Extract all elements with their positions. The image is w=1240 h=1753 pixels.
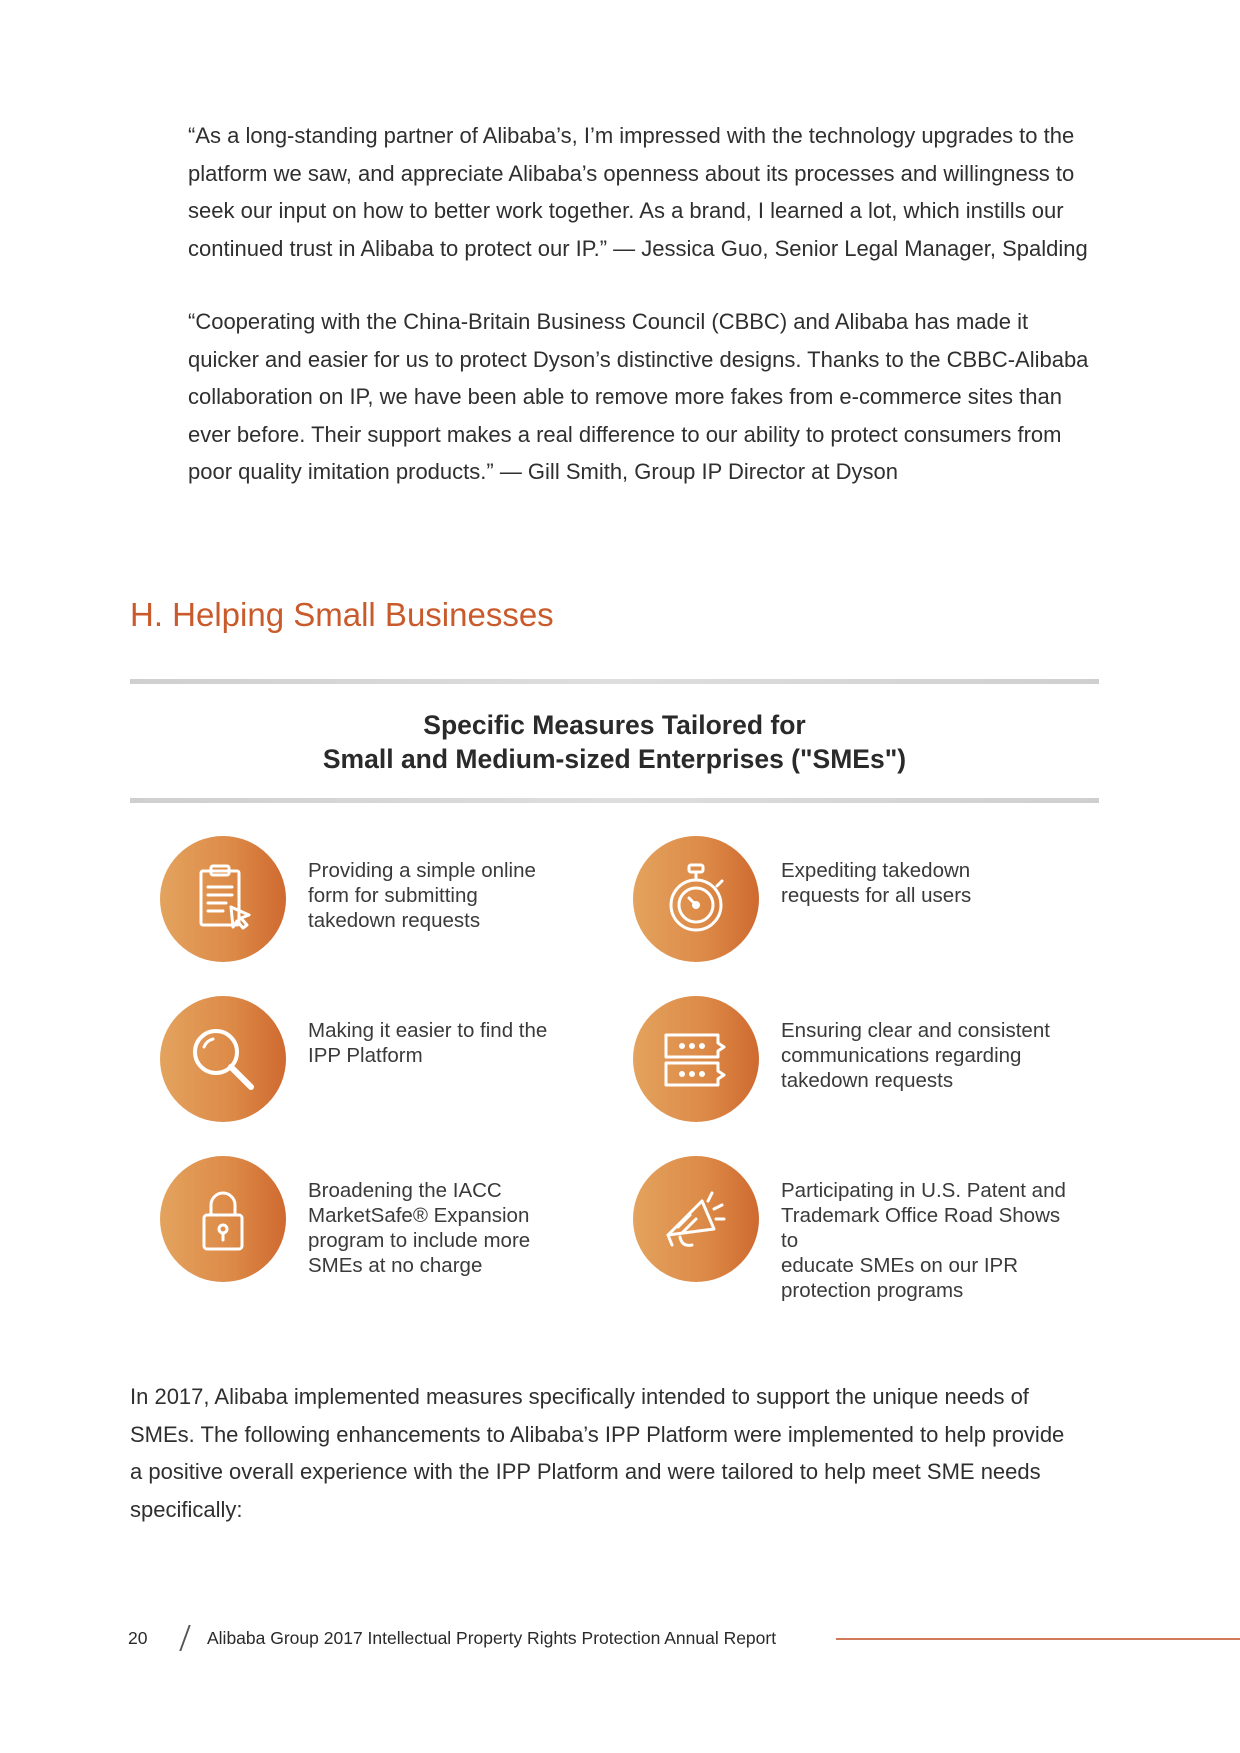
body-paragraph [130, 1378, 1110, 1528]
quote-line: “As a long-standing partner of Alibaba’s, I’m impressed with the technology upgrades to the [188, 123, 1075, 148]
measure-label [781, 858, 1081, 908]
quote-line: platform we saw, and appreciate Alibaba’s openness about its processes and willingness to [188, 160, 1075, 186]
measure-label-line: takedown requests [781, 1069, 954, 1092]
measure-label-line: SMEs at no charge [308, 1254, 483, 1277]
quote-line: quicker and easier for us to protect Dyson’s distinctive designs. Thanks to the CBBC-Alibaba [188, 346, 1089, 372]
body-line: In 2017, Alibaba implemented measures specifically intended to support the unique needs of [130, 1384, 1029, 1409]
measures-box-title [130, 708, 1099, 776]
measure-label-line: Broadening the IACC [308, 1179, 502, 1202]
measure-label-line: Participating in U.S. Patent and [781, 1179, 1066, 1202]
measure-item-marketsafe [160, 1156, 630, 1286]
measure-label-line: form for submitting [308, 884, 478, 907]
report-title: Alibaba Group 2017 Intellectual Property Rights Protection Annual Report [207, 1628, 777, 1648]
body-line: a positive overall experience with the IPP Platform and were tailored to help meet SME needs [130, 1459, 1041, 1484]
measure-item-road-shows [633, 1156, 1103, 1302]
quote-dyson [188, 303, 1118, 491]
measure-label [781, 1178, 1081, 1303]
measure-item-expediting [633, 836, 1103, 966]
messages-icon [633, 996, 759, 1122]
page-number: 20 [128, 1628, 148, 1648]
measure-item-find-platform [160, 996, 630, 1126]
measure-label-line: communications regarding [781, 1044, 1022, 1067]
divider-bottom [130, 798, 1099, 803]
measure-label [308, 1018, 608, 1068]
measure-label-line: Ensuring clear and consistent [781, 1019, 1050, 1042]
form-icon [160, 836, 286, 962]
divider-top [130, 679, 1099, 684]
quote-line: continued trust in Alibaba to protect our IP.” — Jessica Guo, Senior Legal Manager, Spalding [188, 235, 1088, 261]
body-line: SMEs. The following enhancements to Alibaba’s IPP Platform were implemented to help provide [130, 1421, 1065, 1447]
measure-label [781, 1018, 1081, 1093]
measure-label-line: Expediting takedown [781, 859, 971, 882]
measure-label-line: MarketSafe® Expansion [308, 1204, 530, 1227]
measure-item-online-form [160, 836, 630, 966]
footer-separator [179, 1625, 190, 1651]
footer-rule [836, 1638, 1240, 1640]
measure-label [308, 1178, 608, 1278]
measure-label-line: IPP Platform [308, 1044, 423, 1067]
quote-line: “Cooperating with the China-Britain Business Council (CBBC) and Alibaba has made it [188, 309, 1029, 334]
lock-icon [160, 1156, 286, 1282]
measure-label-line: Trademark Office Road Shows to [781, 1204, 1061, 1252]
box-title-line: Specific Measures Tailored for [423, 710, 806, 740]
quote-line: poor quality imitation products.” — Gill Smith, Group IP Director at Dyson [188, 459, 898, 484]
megaphone-icon [633, 1156, 759, 1282]
quote-spalding [188, 117, 1118, 267]
stopwatch-icon [633, 836, 759, 962]
measure-label-line: program to include more [308, 1229, 531, 1252]
measure-label-line: requests for all users [781, 884, 972, 907]
magnifier-icon [160, 996, 286, 1122]
measure-label-line: educate SMEs on our IPR [781, 1254, 1019, 1277]
measure-label-line: Providing a simple online [308, 859, 536, 882]
box-title-line: Small and Medium-sized Enterprises ("SMEs") [322, 744, 907, 774]
body-line: specifically: [130, 1496, 243, 1522]
section-heading: H. Helping Small Businesses [130, 596, 554, 633]
quote-line: collaboration on IP, we have been able to remove more fakes from e-commerce sites than [188, 384, 1062, 409]
measure-label-line: protection programs [781, 1279, 964, 1302]
measure-item-communications [633, 996, 1103, 1126]
measure-label-line: Making it easier to find the [308, 1019, 548, 1042]
quote-line: ever before. Their support makes a real difference to our ability to protect consumers from [188, 421, 1062, 447]
measure-label-line: takedown requests [308, 909, 481, 932]
page-footer [0, 1625, 1240, 1655]
measure-label [308, 858, 608, 933]
quote-line: seek our input on how to better work together. As a brand, I learned a lot, which instills our [188, 198, 1064, 223]
